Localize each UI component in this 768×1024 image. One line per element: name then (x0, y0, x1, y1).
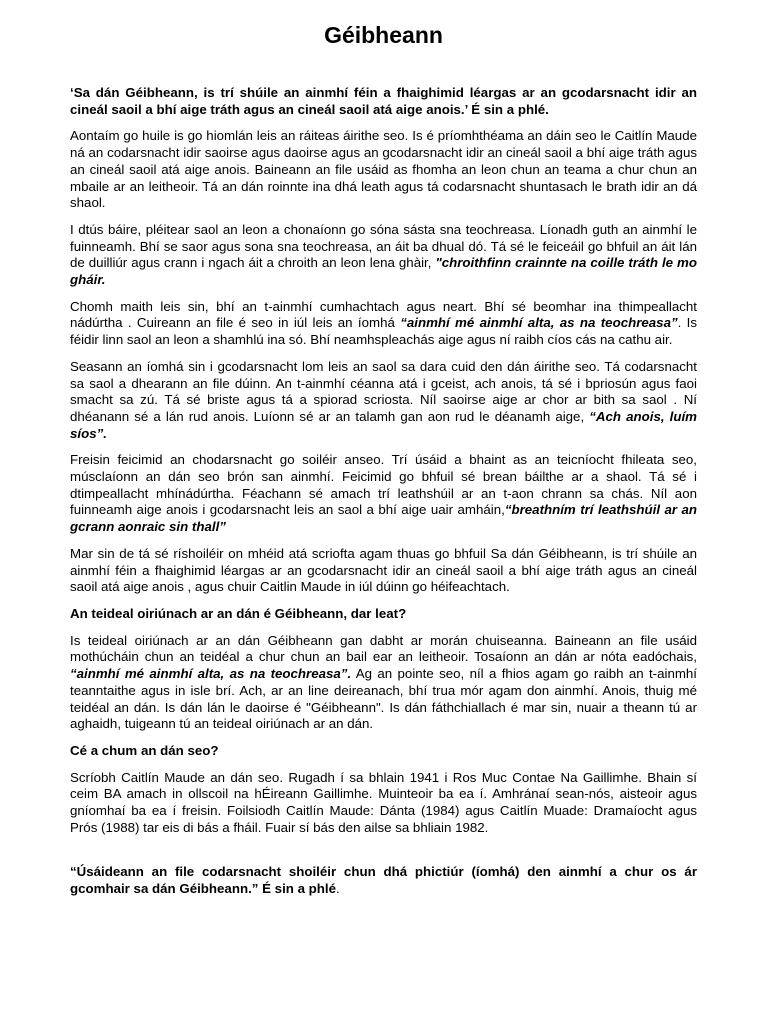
paragraph-sadness (70, 452, 697, 536)
paragraph-intro: Aontaím go huile is go hiomlán leis an ráiteas áirithe seo. Is é príomhthéama an dáin seo le Caitlín Maude ná an codarsnacht idir saoirse agus daoirse agus an gcodarsnacht idir an cineál saoil a bhí aige tráth agus an cineál saoil atá aige anois. Baineann an file usáid as fhomha an leon chun an teama a chur chun an mbaile ar an leitheoir. Tá an dán roinnte ina dhá leath agus tá codarsnacht shuntasach le brath idir an dá shaol. (70, 128, 697, 211)
paragraph-text: Ag an pointe seo, níl a fhios agam go raibh an t-ainmhí teanntaithe agus in isle brí. Ach, ar an line deireanach, bhí trua mór agam don ainmhí. Anois, thuig mé teidéal an dán. Is dán lán le daoirse é "Géibheann". Is dán fáthchiallach é mar sin, nuair a theann tú ar aghaidh, tuigeann tú an teideal oiriúnach ar an dán. (70, 666, 698, 732)
essay-question-4 (70, 864, 697, 897)
poem-quote: “Ach anois, luím síos”. (70, 408, 697, 441)
essay-question-1: ‘Sa dán Géibheann, is trí shúile an ainmhí féin a fhaighimid léargas ar an gcodarsnacht idir an cineál saoil a bhí aige tráth agus an cineál saoil atá aige anois.’ É sin a phlé. (70, 85, 697, 117)
spacer (70, 846, 697, 864)
paragraph-author-bio: Scríobh Caitlín Maude an dán seo. Rugadh í sa bhlain 1941 i Ros Muc Contae Na Gaillimhe. Bhain sí ceim BA amach in ollscoil na hÉireann Gaillimhe. Muinteoir ba ea í. Amhránaí sean-nós, aisteoir agus gníomhaí ba ea í freisin. Foilsiodh Caitlín Maude: Dánta (1984) agus Caitlín Muade: Dramaíocht agus Prós (1988) tar eis di bás a fháil. Fuair sí bás den ailse sa bhliain 1982. (70, 769, 697, 835)
poem-quote: “ainmhí mé ainmhí alta, as na teochreasa” (400, 315, 678, 331)
paragraph-text: Freisin feicimid an chodarsnacht go soiléir anseo. Trí úsáid a bhaint as an teicníocht fhileata seo, músclaíonn an dán seo brón san ainmhí. Feicimid go bhfuil sé brean báilthe ar a shaol. Tá sé i dtimpeallacht mhínádúrtha. Féachann sé amach trí leathshúil ar an t-aon chrann sa chás. Níl aon fuinneamh aige anois i gcodarsnacht leis an saol a bhí aige uair amháin, (70, 452, 697, 518)
paragraph-first-life (70, 222, 697, 289)
paragraph-text: Seasann an íomhá sin i gcodarsnacht lom leis an saol sa dara cuid den dán áirithe seo. Tá codarsnacht sa saol a dhearann an file dúinn. An t-ainmhí céanna atá i gceist, ach anois, tá sé i bpriosún agus faoi smacht sa zú. Tá sé briste agus tá a spiorad scriosta. Níl saoirse aige ar chor ar bith sa saol . Ní dhéanann sé a lán rud anois. Luíonn sé ar an talamh gan aon rud le déanamh aige, (70, 358, 697, 424)
paragraph-contrast (70, 359, 697, 443)
paragraph-title-answer (70, 633, 697, 733)
paragraph-text: I dtús báire, pléitear saol an leon a chonaíonn go sóna sásta sna teochreasa. Líonadh guth an ainmhí le fuinneamh. Bhí se saor agus sona sna teochreasa, an áit ba dhual dó. Tá sé le feiceáil go bhfuil an áit lán de duilliúr agus crann i ngach áit a chroith an leon lena ghàir, (70, 221, 697, 271)
document-title: Géibheann (324, 22, 443, 48)
essay-question-3: Cé a chum an dán seo? (70, 742, 219, 758)
paragraph-text: Is teideal oiriúnach ar an dán Géibheann gan dabht ar morán chuiseanna. Baineann an file usáid mothúcháin chun an teidéal a chur chun an bail ear an leitheoir. Tosaíonn an dán ar nóta eadóchais, (70, 632, 697, 665)
question-end: . (336, 881, 340, 897)
paragraph-power (70, 299, 697, 349)
paragraph-conclusion: Mar sin de tá sé ríshoiléir on mhéid atá scriofta agam thuas go bhfuil Sa dán Géibheann, is trí shúile an ainmhí féin a fhaighimid léargas ar an gcodarsnacht idir an cineál saoil a bhí aige tráth agus an cineál saoil atá aige anois , agus chuir Caitlin Maude in iúl dúinn go héifeachtach. (70, 545, 697, 595)
poem-quote: “ainmhí mé ainmhí alta, as na teochreasa”. (70, 666, 352, 682)
question-text: “Úsáideann an file codarsnacht shoiléir chun dhá phictiúr (íomhá) den ainmhí a chur os ár gcomhair sa dán Géibheann.” É sin a phlé (70, 864, 697, 897)
poem-quote: “breathním trí leathshúil ar an gcrann aonraic sin thall” (70, 502, 697, 535)
paragraph-text: . Is féidir linn saol an leon a shamhlú ina só. Bhí neamhspleachás aige agus ní raibh cíos cás na cathu air. (70, 315, 698, 348)
paragraph-text: Chomh maith leis sin, bhí an t-ainmhí cumhachtach agus neart. Bhí sé beomhar ina thimpeallacht nádúrtha . Cuireann an file é seo in iúl leis an íomhá (70, 298, 697, 331)
essay-question-2: An teideal oiriúnach ar an dán é Géibheann, dar leat? (70, 605, 407, 621)
poem-quote: "chroithfinn crainnte na coille tráth le mo gháir. (70, 255, 697, 288)
